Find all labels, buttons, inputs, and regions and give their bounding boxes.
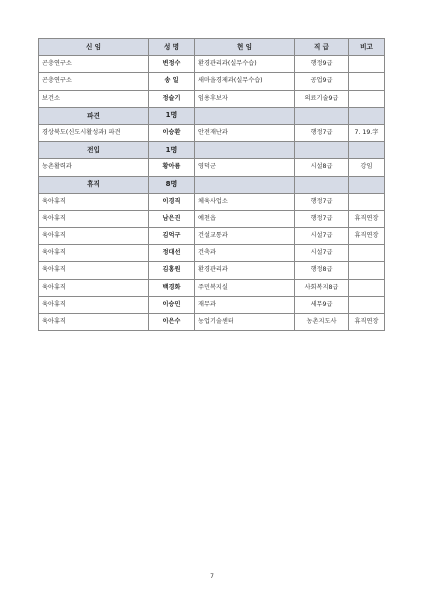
section-count: 1명 bbox=[149, 107, 195, 124]
new-post-cell: 경상북도(신도시활성과) 파견 bbox=[39, 124, 149, 141]
current-post-cell: 환경관리과(실무수습) bbox=[195, 56, 295, 73]
grade-cell: 시설7급 bbox=[295, 245, 349, 262]
current-post-cell: 주민복지실 bbox=[195, 279, 295, 296]
personnel-table bbox=[38, 38, 385, 331]
person-name-cell: 남은진 bbox=[149, 210, 195, 227]
current-post-cell: 새마을경제과(실무수습) bbox=[195, 73, 295, 90]
table-row bbox=[39, 262, 385, 279]
person-name-cell: 이경직 bbox=[149, 193, 195, 210]
grade-cell: 의료기술9급 bbox=[295, 90, 349, 107]
note-cell: 강임 bbox=[349, 159, 385, 176]
grade-cell: 행정8급 bbox=[295, 262, 349, 279]
table-row bbox=[39, 314, 385, 331]
table-row bbox=[39, 210, 385, 227]
new-post-cell: 육아휴직 bbox=[39, 228, 149, 245]
new-post-cell: 육아휴직 bbox=[39, 314, 149, 331]
current-post-cell: 건설교통과 bbox=[195, 228, 295, 245]
person-name-cell: 백경화 bbox=[149, 279, 195, 296]
current-post-cell: 예천읍 bbox=[195, 210, 295, 227]
grade-cell: 시설8급 bbox=[295, 159, 349, 176]
new-post-cell: 육아휴직 bbox=[39, 193, 149, 210]
section-empty-cell bbox=[349, 107, 385, 124]
new-post-cell: 육아휴직 bbox=[39, 245, 149, 262]
table-row bbox=[39, 245, 385, 262]
section-label: 파견 bbox=[39, 107, 149, 124]
grade-cell: 행정9급 bbox=[295, 56, 349, 73]
table-row bbox=[39, 228, 385, 245]
section-empty-cell bbox=[195, 142, 295, 159]
section-empty-cell bbox=[295, 176, 349, 193]
header-current-post: 현 임 bbox=[195, 39, 295, 56]
note-cell: 7. 19.字 bbox=[349, 124, 385, 141]
person-name-cell: 정대선 bbox=[149, 245, 195, 262]
grade-cell: 농촌지도사 bbox=[295, 314, 349, 331]
grade-cell: 세무9급 bbox=[295, 296, 349, 313]
header-name: 성 명 bbox=[149, 39, 195, 56]
note-cell bbox=[349, 90, 385, 107]
table-row bbox=[39, 73, 385, 90]
section-empty-cell bbox=[195, 107, 295, 124]
note-cell: 휴직연장 bbox=[349, 210, 385, 227]
table-row bbox=[39, 159, 385, 176]
table-row bbox=[39, 193, 385, 210]
note-cell bbox=[349, 56, 385, 73]
new-post-cell: 농촌활력과 bbox=[39, 159, 149, 176]
section-empty-cell bbox=[349, 176, 385, 193]
new-post-cell: 육아휴직 bbox=[39, 296, 149, 313]
note-cell bbox=[349, 262, 385, 279]
person-name-cell: 송 일 bbox=[149, 73, 195, 90]
table-body bbox=[39, 56, 385, 331]
current-post-cell: 농업기술센터 bbox=[195, 314, 295, 331]
section-row bbox=[39, 176, 385, 193]
note-cell: 휴직연장 bbox=[349, 228, 385, 245]
grade-cell: 행정7급 bbox=[295, 193, 349, 210]
note-cell bbox=[349, 73, 385, 90]
section-count: 8명 bbox=[149, 176, 195, 193]
header-note: 비고 bbox=[349, 39, 385, 56]
person-name-cell: 이승민 bbox=[149, 296, 195, 313]
current-post-cell: 환경관리과 bbox=[195, 262, 295, 279]
note-cell bbox=[349, 296, 385, 313]
person-name-cell: 김홍원 bbox=[149, 262, 195, 279]
person-name-cell: 이승환 bbox=[149, 124, 195, 141]
section-empty-cell bbox=[349, 142, 385, 159]
section-empty-cell bbox=[295, 142, 349, 159]
current-post-cell: 안전재난과 bbox=[195, 124, 295, 141]
table-row bbox=[39, 296, 385, 313]
current-post-cell: 체육사업소 bbox=[195, 193, 295, 210]
section-empty-cell bbox=[295, 107, 349, 124]
section-label: 휴직 bbox=[39, 176, 149, 193]
person-name-cell: 정슬기 bbox=[149, 90, 195, 107]
grade-cell: 행정7급 bbox=[295, 210, 349, 227]
grade-cell: 행정7급 bbox=[295, 124, 349, 141]
section-empty-cell bbox=[195, 176, 295, 193]
new-post-cell: 곤충연구소 bbox=[39, 73, 149, 90]
person-name-cell: 김억구 bbox=[149, 228, 195, 245]
new-post-cell: 보건소 bbox=[39, 90, 149, 107]
note-cell bbox=[349, 279, 385, 296]
table-row bbox=[39, 56, 385, 73]
section-count: 1명 bbox=[149, 142, 195, 159]
grade-cell: 공업9급 bbox=[295, 73, 349, 90]
new-post-cell: 육아휴직 bbox=[39, 279, 149, 296]
section-label: 전입 bbox=[39, 142, 149, 159]
current-post-cell: 영덕군 bbox=[195, 159, 295, 176]
page-number: 7 bbox=[210, 573, 214, 580]
current-post-cell: 건축과 bbox=[195, 245, 295, 262]
table-header-row bbox=[39, 39, 385, 56]
person-name-cell: 황아름 bbox=[149, 159, 195, 176]
current-post-cell: 재무과 bbox=[195, 296, 295, 313]
new-post-cell: 육아휴직 bbox=[39, 210, 149, 227]
grade-cell: 시설7급 bbox=[295, 228, 349, 245]
section-row bbox=[39, 107, 385, 124]
new-post-cell: 육아휴직 bbox=[39, 262, 149, 279]
table-row bbox=[39, 90, 385, 107]
current-post-cell: 임용후보자 bbox=[195, 90, 295, 107]
header-grade: 직 급 bbox=[295, 39, 349, 56]
note-cell: 휴직연장 bbox=[349, 314, 385, 331]
person-name-cell: 변정수 bbox=[149, 56, 195, 73]
grade-cell: 사회복지8급 bbox=[295, 279, 349, 296]
section-row bbox=[39, 142, 385, 159]
note-cell bbox=[349, 245, 385, 262]
table-row bbox=[39, 279, 385, 296]
new-post-cell: 곤충연구소 bbox=[39, 56, 149, 73]
header-new-post: 신 임 bbox=[39, 39, 149, 56]
person-name-cell: 이은수 bbox=[149, 314, 195, 331]
note-cell bbox=[349, 193, 385, 210]
table-row bbox=[39, 124, 385, 141]
